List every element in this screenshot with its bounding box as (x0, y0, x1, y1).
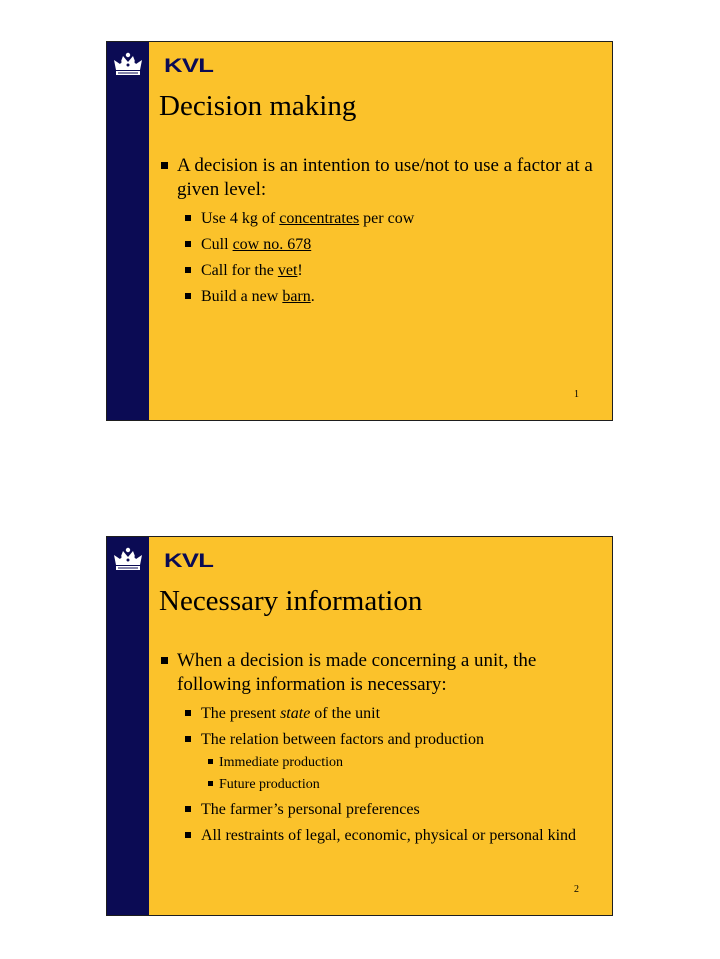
page-number: 2 (574, 884, 579, 895)
hyperlink-vet[interactable]: vet (277, 262, 298, 279)
slide-title: Decision making (159, 90, 357, 122)
crown-icon (112, 547, 144, 573)
sub-bullet-text: The present (201, 705, 281, 722)
sub-bullet-restraints: All restraints of legal, economic, physical or personal kind (183, 826, 599, 845)
sub-bullet-relation: The relation between factors and production (183, 730, 599, 749)
slide-1 (106, 41, 613, 421)
sub-bullet-text: of the unit (310, 705, 381, 722)
sub-bullet-text: Cull (201, 236, 233, 253)
hyperlink-cow[interactable]: cow no. 678 (232, 236, 312, 253)
slide-2 (106, 536, 613, 916)
sub-bullet-text: ! (297, 262, 303, 279)
sub-bullet-preferences: The farmer’s personal preferences (183, 800, 599, 819)
kvl-logo: KVL (164, 56, 214, 77)
sub-bullet-text: Call for the (201, 262, 278, 279)
sub-bullet-state (183, 704, 599, 723)
sidebar-band (107, 537, 149, 915)
sub-bullet-text: per cow (359, 210, 415, 227)
sub-bullet-text: Use 4 kg of (201, 210, 280, 227)
sub-sub-bullet-future: Future production (207, 776, 599, 793)
sub-bullet-text: . (310, 288, 315, 305)
sub-bullet-cull (183, 235, 599, 254)
sub-bullet-concentrates (183, 209, 599, 228)
emphasis-state: state (280, 705, 311, 722)
main-bullet: A decision is an intention to use/not to use a factor at a given level: (159, 154, 599, 202)
slide-title: Necessary information (159, 585, 423, 617)
crown-icon (112, 52, 144, 78)
sub-bullet-vet (183, 261, 599, 280)
sub-bullet-text: Build a new (201, 288, 283, 305)
sidebar-band (107, 42, 149, 420)
sub-sub-bullet-immediate: Immediate production (207, 754, 599, 771)
page-number: 1 (574, 389, 579, 400)
main-bullet: When a decision is made concerning a unit, the following information is necessary: (159, 649, 599, 697)
hyperlink-concentrates[interactable]: concentrates (279, 210, 360, 227)
hyperlink-barn[interactable]: barn (282, 288, 311, 305)
sub-bullet-barn (183, 287, 599, 306)
kvl-logo: KVL (164, 551, 214, 572)
slide-content (159, 649, 599, 845)
slide-content (159, 154, 599, 306)
